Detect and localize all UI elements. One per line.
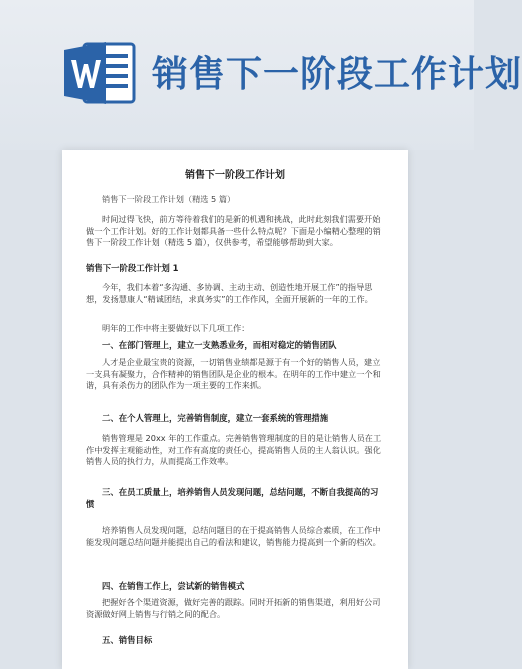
banner-title: 销售下一阶段工作计划 [152,54,522,95]
heading-5: 五、销售目标 [102,635,153,645]
section-heading: 销售下一阶段工作计划 1 [86,263,179,273]
document-title: 销售下一阶段工作计划 [185,170,285,181]
paragraph-6: 把握好各个渠道资源，做好完善的跟踪。同时开拓新的销售渠道，利用好公司资源做好网上销售与行销之间的配合。 [86,597,381,619]
document-subtitle: 销售下一阶段工作计划（精选 5 篇） [102,194,236,204]
heading-4: 四、在销售工作上，尝试新的销售模式 [102,581,245,591]
heading-3: 三、在员工质量上，培养销售人员发现问题，总结问题，不断自我提高的习惯 [86,487,379,509]
paragraph-2: 明年的工作中将主要做好以下几项工作： [102,323,250,333]
heading-1: 一、在部门管理上，建立一支熟悉业务，而相对稳定的销售团队 [102,340,337,350]
paragraph-3: 人才是企业最宝贵的资源，一切销售业绩都是源于有一个好的销售人员，建立一支具有凝聚力，合作精神的销售团队是企业的根本。在明年的工作中建立一个和谐，具有杀伤力的团队作为一项主要的工作来抓。 [86,357,381,390]
paragraph-5: 培养销售人员发现问题，总结问题目的在于提高销售人员综合素质，在工作中能发现问题总结问题并能提出自己的看法和建议，销售能力提高到一个新的档次。 [86,525,381,547]
word-document-icon [62,38,138,108]
document-page [62,150,408,669]
paragraph-4: 销售管理是 20xx 年的工作重点。完善销售管理制度的目的是让销售人员在工作中发挥主观能动性，对工作有高度的责任心，提高销售人员的主人翁认识。强化销售人员的执行力，从而提高工作效率。 [86,433,382,466]
paragraph-1: 今年，我们本着“多沟通、多协调、主动主动、创造性地开展工作”的指导思想，发扬慧康人“精诚团结，求真务实”的工作作风，全面开展新的一年的工作。 [86,282,373,304]
intro-paragraph: 时间过得飞快，前方等待着我们的是新的机遇和挑战，此时此刻我们需要开始做一个工作计划。好的工作计划都具备一些什么特点呢？下面是小编精心整理的销售下一阶段工作计划（精选 5 篇），仅供参考，希望能够帮助到大家。 [86,214,381,247]
heading-2: 二、在个人管理上，完善销售制度，建立一套系统的管理措施 [102,413,329,423]
banner [0,0,522,150]
